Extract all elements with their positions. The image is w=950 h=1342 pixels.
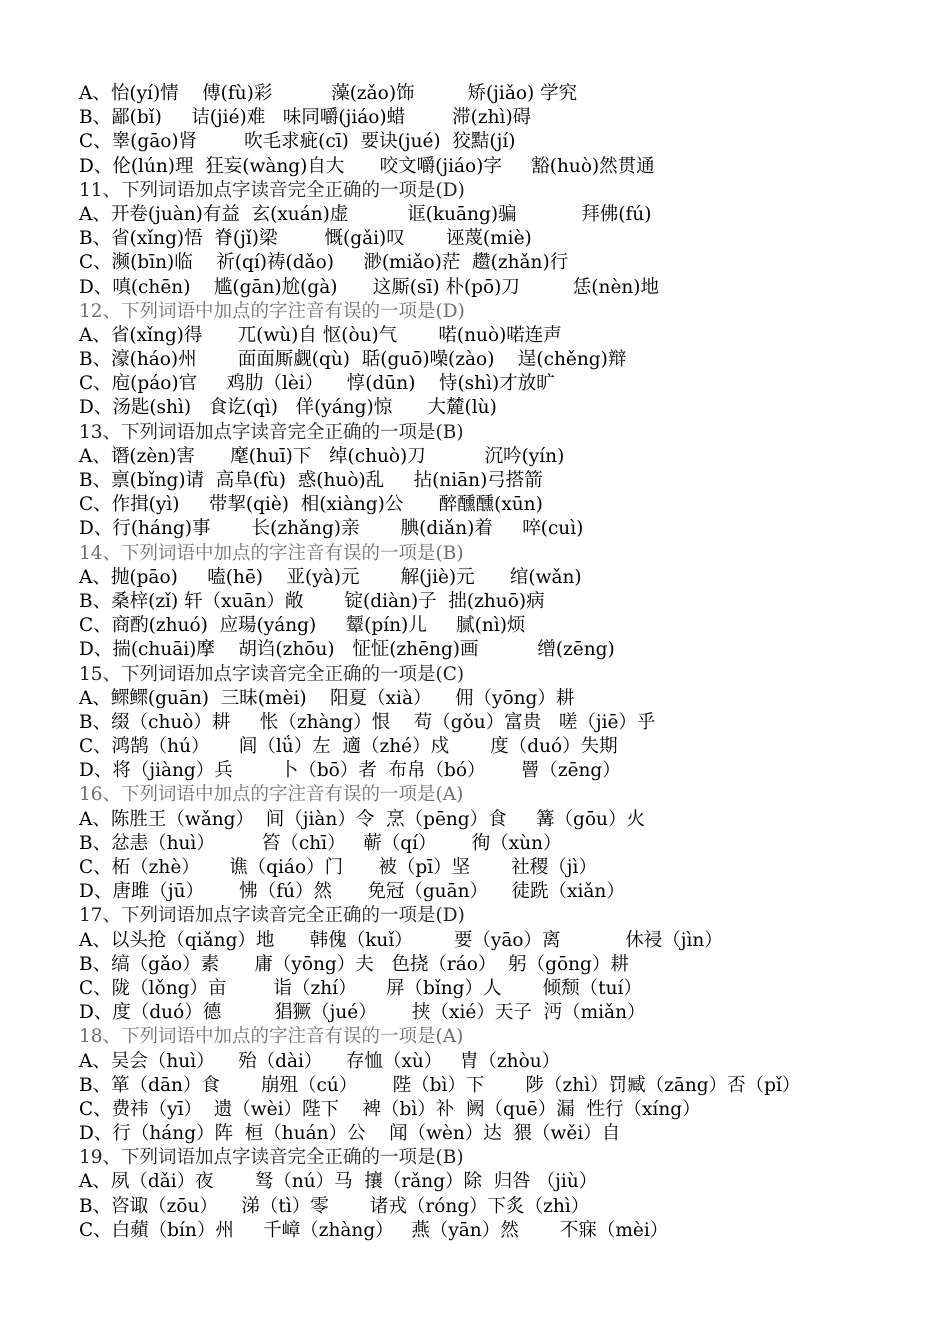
question-heading: 16、下列词语中加点的字注音有误的一项是(A) [79, 784, 464, 806]
answer-option: D、行(háng)事 长(zhǎng)亲 腆(diǎn)着 啐(cuì) [79, 518, 584, 540]
question-heading: 19、下列词语加点字读音完全正确的一项是(B) [79, 1147, 464, 1169]
answer-option: A、抛(pāo) 嗑(hē) 亚(yà)元 解(jiè)元 绾(wǎn) [79, 566, 582, 588]
answer-option: B、禀(bǐng)请 高阜(fù) 惑(huò)乱 拈(niān)弓搭箭 [79, 470, 543, 491]
answer-option: C、商酌(zhuó) 应瑒(yáng) 颦(pín)儿 腻(nì)烦 [79, 615, 526, 637]
answer-option: D、揣(chuāi)摩 胡诌(zhōu) 怔怔(zhēng)画 缯(zēng) [79, 639, 615, 661]
answer-option: A、夙（dǎi）夜 驽（nú）马 攘（rǎng）除 归咎 （jiù） [79, 1171, 598, 1193]
answer-option: A、吴会（huì） 殆（dài） 存恤（xù） 胄（zhòu） [79, 1050, 561, 1072]
answer-option: D、行（háng）阵 桓（huán）公 闻（wèn）达 猥（wěi）自 [79, 1123, 621, 1145]
answer-option: B、忿恚（huì） 笞（chī） 蕲（qí） 徇（xùn） [79, 832, 562, 854]
answer-option: D、度（duó）德 猖獗（jué） 挟（xié）天子 沔（miǎn） [79, 1002, 646, 1024]
answer-option: D、将（jiàng）兵 卜（bō）者 布帛（bó） 罾（zēng） [79, 760, 621, 782]
answer-option: A、鳏鳏(guān) 三昧(mèi) 阳夏（xià） 佣（yōng）耕 [79, 687, 575, 709]
answer-option: A、怡(yí)情 傅(fù)彩 藻(zǎo)饰 矫(jiǎo) 学究 [79, 83, 578, 104]
answer-option: C、鸿鹄（hú） 闾（lǘ）左 適（zhé）戍 度（duó）失期 [79, 736, 618, 758]
answer-option: A、省(xǐng)得 兀(wù)自 怄(òu)气 喏(nuò)喏连声 [79, 324, 562, 346]
answer-option: B、桑梓(zǐ) 轩（xuān）敞 锭(diàn)子 拙(zhuō)病 [79, 590, 545, 612]
answer-option: C、睾(gāo)肾 吹毛求疵(cī) 要诀(jué) 狡黠(jí) [79, 131, 516, 153]
answer-option: B、箪（dān）食 崩殂（cú） 陛（bì）下 陟（zhì）罚臧（zāng）否（pǐ） [79, 1074, 801, 1096]
answer-option: C、柘（zhè） 谯（qiáo）门 被（pī）坚 社稷（jì） [79, 857, 597, 878]
answer-option: C、白蘋（bín）州 千嶂（zhàng） 燕（yān）然 不寐（mèi） [79, 1219, 669, 1241]
answer-option: B、省(xǐng)悟 脊(jǐ)梁 慨(gǎi)叹 诬蔑(miè) [79, 228, 532, 250]
question-heading: 15、下列词语加点字读音完全正确的一项是(C) [79, 663, 465, 685]
answer-option: B、濠(háo)州 面面厮觑(qù) 聒(guō)噪(zào) 逞(chěng)辩 [79, 349, 627, 371]
answer-option: C、庖(páo)官 鸡肋（lèi） 惇(dūn) 恃(shì)才放旷 [79, 373, 555, 395]
answer-option: C、费祎（yī） 遗（wèi）陛下 裨（bì）补 阙（quē）漏 性行（xíng） [79, 1098, 701, 1120]
answer-option: C、濒(bīn)临 祈(qí)祷(dǎo) 渺(miǎo)茫 趱(zhǎn)行 [79, 252, 569, 274]
document-page [79, 82, 939, 1243]
question-heading: 18、下列词语中加点的字注音有误的一项是(A) [79, 1026, 464, 1048]
answer-option: B、咨诹（zōu） 涕（tì）零 诸戎（róng）下炙（zhì） [79, 1195, 590, 1217]
answer-option: C、作揖(yì) 带挈(qiè) 相(xiàng)公 醉醺醺(xūn) [79, 494, 543, 516]
answer-option: D、汤匙(shì) 食讫(qì) 佯(yáng)惊 大麓(lù) [79, 397, 497, 419]
answer-option: B、鄙(bǐ) 诘(jié)难 味同嚼(jiáo)蜡 滞(zhì)碍 [79, 107, 532, 129]
answer-option: A、谮(zèn)害 麾(huī)下 绰(chuò)刀 沉吟(yín) [79, 445, 565, 467]
answer-option: A、以头抢（qiǎng）地 韩傀（kuǐ） 要（yāo）离 休祲（jìn） [79, 929, 723, 951]
answer-option: A、陈胜王（wǎng） 间（jiàn）令 烹（pēng）食 篝（gōu）火 [79, 808, 645, 830]
answer-option: D、唐雎（jū） 怫（fú）然 免冠（guān） 徒跣（xiǎn） [79, 881, 625, 903]
answer-option: C、陇（lǒng）亩 诣（zhí） 屏（bǐng）人 倾颓（tuí） [79, 977, 642, 999]
answer-option: D、嗔(chēn) 尴(gān)尬(gà) 这厮(sī) 朴(pō)刀 恁(nèn)地 [79, 276, 660, 298]
answer-option: D、伦(lún)理 狂妄(wàng)自大 咬文嚼(jiáo)字 豁(huò)然贯通 [79, 155, 655, 177]
question-heading: 13、下列词语加点字读音完全正确的一项是(B) [79, 421, 464, 443]
question-heading: 12、下列词语中加点的字注音有误的一项是(D) [79, 300, 465, 322]
answer-option: B、缀（chuò）耕 怅（zhàng）恨 苟（gǒu）富贵 嗟（jiē）乎 [79, 711, 656, 733]
question-heading: 17、下列词语加点字读音完全正确的一项是(D) [79, 905, 465, 927]
answer-option: A、开卷(juàn)有益 玄(xuán)虚 诓(kuāng)骗 拜佛(fú) [79, 203, 652, 225]
question-heading: 11、下列词语加点字读音完全正确的一项是(D) [79, 179, 465, 201]
answer-option: B、缟（gǎo）素 庸（yōng）夫 色挠（ráo） 躬（gōng）耕 [79, 953, 629, 975]
question-heading: 14、下列词语中加点的字注音有误的一项是(B) [79, 542, 464, 564]
